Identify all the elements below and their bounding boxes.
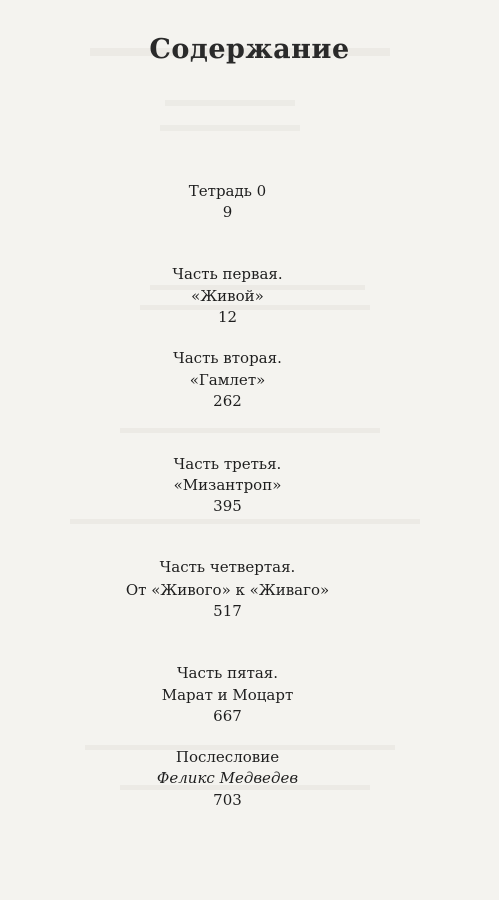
bleed-through-decoration — [160, 125, 300, 131]
toc-entry-page-number: 703 — [213, 791, 242, 809]
toc-entry-page-number: 517 — [213, 602, 242, 620]
toc-entry-page-number: 262 — [213, 392, 242, 410]
toc-entry-title-line: Часть первая. — [172, 265, 283, 283]
toc-entry-title-line: «Гамлет» — [189, 371, 266, 389]
toc-entry-title-line: Часть вторая. — [173, 349, 282, 367]
toc-entry-title-line: «Мизантроп» — [173, 476, 282, 494]
toc-entry-page-number: 9 — [222, 203, 233, 221]
toc-entry-title-line: Тетрадь 0 — [188, 182, 267, 200]
toc-entry-page-number: 12 — [217, 308, 238, 326]
toc-entry-title-line: Послесловие — [175, 748, 280, 766]
bleed-through-decoration — [70, 519, 420, 524]
toc-entry-author: Феликс Медведев — [156, 769, 299, 787]
bleed-through-decoration — [165, 100, 295, 106]
page-title: Содержание — [149, 34, 350, 65]
toc-entry-page-number: 395 — [213, 497, 242, 515]
toc-entry-title-line: «Живой» — [191, 287, 264, 305]
bleed-through-decoration — [120, 428, 380, 433]
toc-entry-title-line: Часть третья. — [173, 455, 282, 473]
toc-entry-title-line: Марат и Моцарт — [161, 686, 294, 704]
toc-entry-title-line: Часть четвертая. — [159, 558, 296, 576]
toc-entry-page-number: 667 — [213, 707, 242, 725]
toc-entry-title-line: Часть пятая. — [176, 664, 279, 682]
toc-entry-title-line: От «Живого» к «Живаго» — [125, 581, 330, 599]
